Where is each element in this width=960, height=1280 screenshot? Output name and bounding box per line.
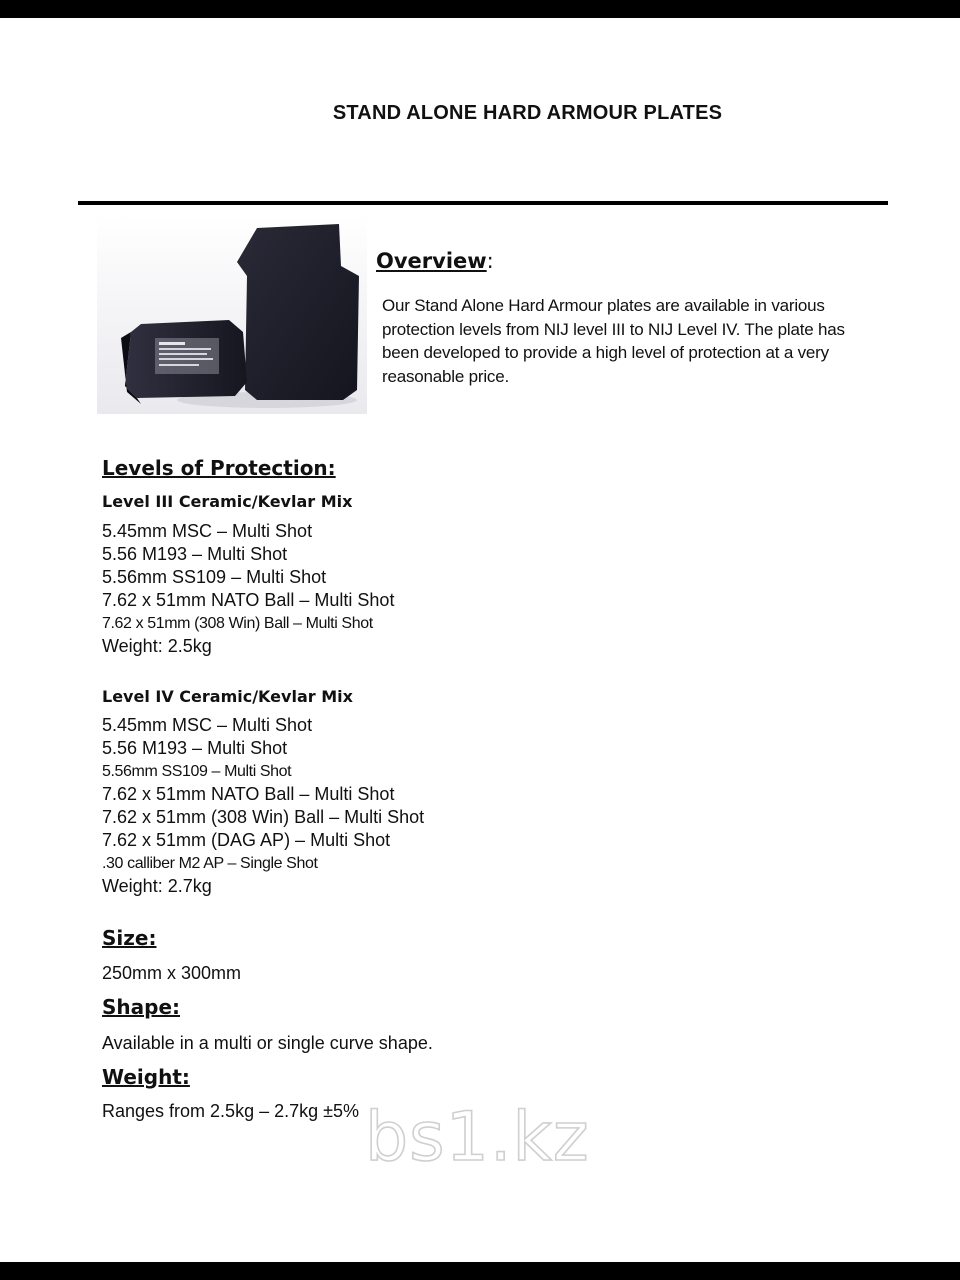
size-text: 250mm x 300mm — [102, 963, 242, 983]
level4-item: 7.62 x 51mm (DAG AP) – Multi Shot — [102, 830, 391, 850]
level3-heading: Level III Ceramic/Kevlar Mix — [102, 492, 353, 511]
shape-text: Available in a multi or single curve shape. — [102, 1033, 433, 1053]
bottom-black-bar — [0, 1262, 960, 1280]
level3-list — [102, 520, 394, 658]
overview-text: Our Stand Alone Hard Armour plates are available in various protection levels from NIJ level III to NIJ Level IV. The plate has been developed to provide a high level of protection at a very reasonable price. — [382, 296, 845, 386]
level3-item: 7.62 x 51mm NATO Ball – Multi Shot — [102, 590, 395, 610]
level3-item: 5.45mm MSC – Multi Shot — [102, 521, 313, 541]
level4-heading: Level IV Ceramic/Kevlar Mix — [102, 687, 353, 706]
armour-plates-photo — [97, 214, 367, 414]
overview-heading-colon: : — [486, 249, 494, 273]
weight-heading: Weight: — [102, 1065, 190, 1089]
document-title: STAND ALONE HARD ARMOUR PLATES — [332, 102, 723, 124]
level4-item: 5.56mm SS109 – Multi Shot — [102, 763, 292, 780]
size-heading: Size: — [102, 926, 157, 950]
level4-item: 7.62 x 51mm (308 Win) Ball – Multi Shot — [102, 807, 425, 827]
overview-heading — [376, 249, 494, 273]
watermark: bs1.kz — [365, 1098, 590, 1177]
shape-heading: Shape: — [102, 995, 181, 1019]
level4-item: 7.62 x 51mm NATO Ball – Multi Shot — [102, 784, 395, 804]
level4-weight: Weight: 2.7kg — [102, 876, 212, 896]
title-divider — [78, 201, 888, 205]
level3-item: 5.56 M193 – Multi Shot — [102, 544, 288, 564]
overview-heading-label: Overview — [376, 249, 487, 273]
level3-item: 5.56mm SS109 – Multi Shot — [102, 567, 327, 587]
level4-item: 5.56 M193 – Multi Shot — [102, 738, 288, 758]
weight-text: Ranges from 2.5kg – 2.7kg ±5% — [102, 1101, 360, 1121]
level3-item: 7.62 x 51mm (308 Win) Ball – Multi Shot — [102, 615, 373, 632]
levels-heading: Levels of Protection: — [102, 456, 336, 480]
level3-weight: Weight: 2.5kg — [102, 636, 212, 656]
level4-item: 5.45mm MSC – Multi Shot — [102, 715, 313, 735]
level4-item: .30 calliber M2 AP – Single Shot — [102, 855, 318, 872]
level4-list — [102, 714, 424, 898]
top-black-bar — [0, 0, 960, 18]
